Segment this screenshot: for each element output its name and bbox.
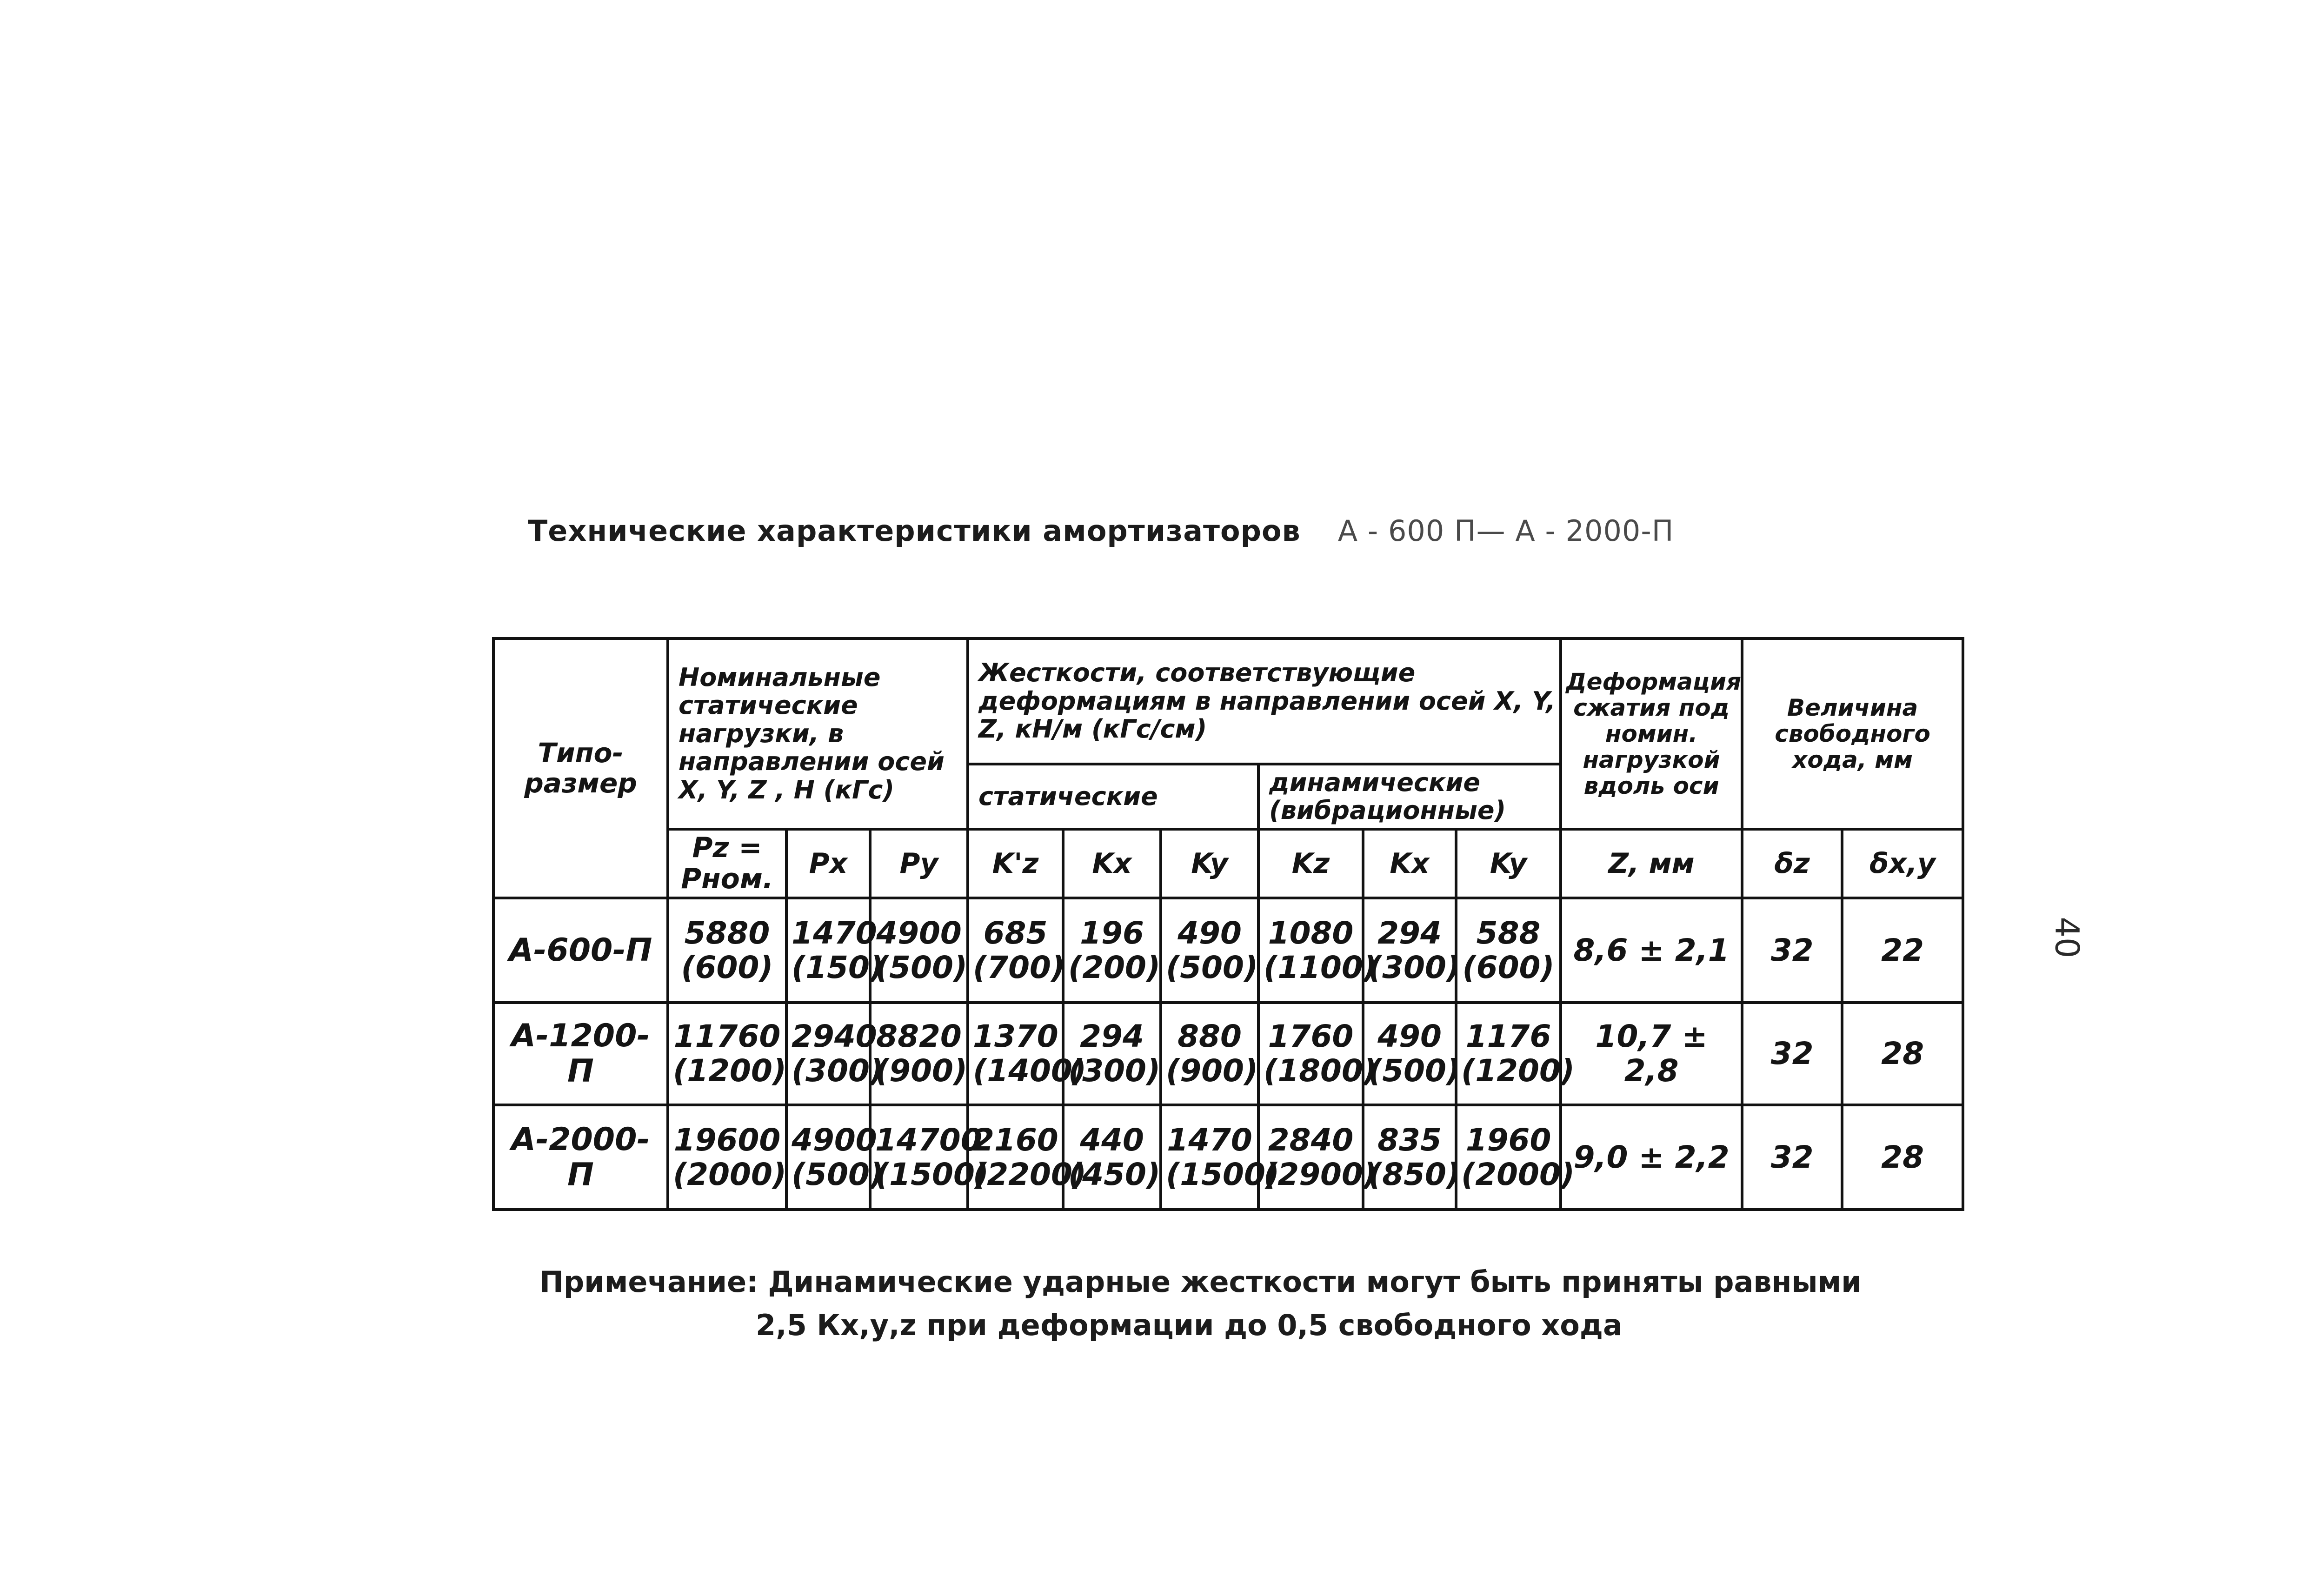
cell-py xyxy=(870,898,968,1003)
cell-ky-dynamic xyxy=(1456,1003,1561,1105)
value-kgf: ( 500 ) xyxy=(792,1157,865,1192)
title-text: Технические характеристики амортизаторов xyxy=(528,514,1301,548)
value-kgf: ( 300 ) xyxy=(1068,1054,1156,1088)
value: 1080 xyxy=(1268,915,1354,951)
value-kgf: ( 300 ) xyxy=(792,1054,865,1088)
value: 196 xyxy=(1080,915,1144,951)
value-kgf: ( 150 ) xyxy=(792,951,865,985)
value-kgf: ( 2200 ) xyxy=(973,1157,1058,1192)
cell-kx-static xyxy=(1063,898,1161,1003)
cell-kz-dynamic xyxy=(1258,898,1363,1003)
header-delta-z: δz xyxy=(1742,829,1842,898)
value-kgf: ( 600 ) xyxy=(1461,951,1556,985)
value-kgf: ( 1400 ) xyxy=(973,1054,1058,1088)
cell-ky-static xyxy=(1161,898,1258,1003)
value-kgf: ( 500 ) xyxy=(1368,1054,1451,1088)
value: 294 xyxy=(1377,915,1442,951)
cell-delta-z: 32 xyxy=(1742,1003,1842,1105)
cell-pz xyxy=(668,1003,786,1105)
value-kgf: ( 2000 ) xyxy=(1461,1157,1556,1192)
cell-model: А-1200-П xyxy=(493,1003,668,1105)
value-kgf: ( 1100 ) xyxy=(1264,951,1358,985)
header-kx-dynamic: Kx xyxy=(1363,829,1456,898)
cell-kz-static xyxy=(968,1003,1072,1105)
table-row xyxy=(493,1105,1963,1210)
cell-kz-dynamic xyxy=(1258,1003,1363,1105)
cell-model: А-2000-П xyxy=(493,1105,668,1210)
value-kgf: ( 900 ) xyxy=(1166,1054,1253,1088)
header-stiffness: Жесткости, соответствующие деформациям в направлении осей X, Y, Z, кН/м (кГс/см) xyxy=(968,638,1561,764)
value: 588 xyxy=(1476,915,1541,951)
value-kgf: ( 700 ) xyxy=(973,951,1058,985)
header-px: Px xyxy=(786,829,870,898)
value: 685 xyxy=(983,915,1048,951)
value: 440 xyxy=(1080,1122,1144,1158)
header-ky-static: Ky xyxy=(1161,829,1258,898)
value-kgf: ( 500 ) xyxy=(1166,951,1253,985)
value: 835 xyxy=(1377,1122,1442,1158)
value-kgf: ( 900 ) xyxy=(875,1054,963,1088)
cell-py xyxy=(870,1003,968,1105)
header-row-3 xyxy=(493,829,1963,898)
cell-kz-static xyxy=(968,1105,1072,1210)
value-kgf: ( 200 ) xyxy=(1068,951,1156,985)
note-line-2: 2,5 Кх,у,z при деформации до 0,5 свободного хода xyxy=(756,1308,1623,1342)
specs-table xyxy=(492,637,1964,1211)
header-deformation: Деформация сжатия под номин. нагрузкой вдоль оси xyxy=(1561,638,1742,829)
title-models: А - 600 П— А - 2000-П xyxy=(1337,514,1674,548)
cell-deformation: 10,7 ± 2,8 xyxy=(1561,1003,1742,1105)
table-note xyxy=(539,1260,1862,1347)
cell-model: А-600-П xyxy=(493,898,668,1003)
value: 2940 xyxy=(792,1018,877,1055)
value-kgf: ( 300 ) xyxy=(1368,951,1451,985)
value-kgf: ( 1200 ) xyxy=(1461,1054,1556,1088)
cell-px xyxy=(786,898,877,1003)
cell-delta-z: 32 xyxy=(1742,1105,1842,1210)
value: 19600 xyxy=(673,1122,781,1158)
value-kgf: ( 500 ) xyxy=(875,951,963,985)
header-delta-xy: δx,y xyxy=(1842,829,1963,898)
value: 1370 xyxy=(973,1018,1058,1055)
header-ky-dynamic: Ky xyxy=(1456,829,1561,898)
value: 1470 xyxy=(1167,1122,1252,1158)
value-kgf: ( 1200 ) xyxy=(673,1054,781,1088)
value: 294 xyxy=(1080,1018,1144,1055)
value: 5880 xyxy=(684,915,770,951)
cell-pz xyxy=(668,898,786,1003)
header-deformation-unit: Z, мм xyxy=(1561,829,1742,898)
cell-pz xyxy=(668,1105,786,1210)
value: 1760 xyxy=(1268,1018,1354,1055)
header-kz-dynamic: Kz xyxy=(1258,829,1363,898)
value: 490 xyxy=(1377,1018,1442,1055)
cell-deformation: 9,0 ± 2,2 xyxy=(1561,1105,1742,1210)
cell-kx-static xyxy=(1063,1105,1161,1210)
header-row-1 xyxy=(493,638,1963,764)
value: 2160 xyxy=(973,1122,1058,1158)
cell-kz-static xyxy=(968,898,1063,1003)
value-kgf: ( 1500 ) xyxy=(1166,1157,1253,1192)
value: 490 xyxy=(1177,915,1242,951)
value: 1470 xyxy=(792,915,877,951)
page-number: 40 xyxy=(2048,917,2086,958)
cell-delta-xy: 22 xyxy=(1842,898,1963,1003)
header-free-travel: Величина свободного хода, мм xyxy=(1742,638,1963,829)
value-kgf: ( 2000 ) xyxy=(673,1157,781,1192)
header-pz: Pz = Pном. xyxy=(668,829,786,898)
value: 4900 xyxy=(792,1122,877,1158)
cell-kx-dynamic xyxy=(1363,1105,1456,1210)
cell-kx-static xyxy=(1063,1003,1161,1105)
header-dynamic: динамические (вибрационные) xyxy=(1258,764,1561,829)
header-nominal-loads: Номинальные статические нагрузки, в направлении осей X, Y, Z , Н (кГс) xyxy=(668,638,968,829)
cell-delta-xy: 28 xyxy=(1842,1105,1963,1210)
value: 2840 xyxy=(1268,1122,1354,1158)
value: 4900 xyxy=(876,915,962,951)
value-kgf: ( 600 ) xyxy=(673,951,781,985)
cell-kx-dynamic xyxy=(1363,1003,1456,1105)
cell-kx-dynamic xyxy=(1363,898,1456,1003)
value-kgf: ( 850 ) xyxy=(1368,1157,1451,1192)
note-line-1: Примечание: Динамические ударные жесткости могут быть приняты равными xyxy=(539,1265,1862,1299)
value: 1176 xyxy=(1465,1018,1551,1055)
value: 880 xyxy=(1177,1018,1242,1055)
cell-delta-xy: 28 xyxy=(1842,1003,1963,1105)
table-row xyxy=(493,1003,1963,1105)
cell-ky-dynamic xyxy=(1456,1105,1561,1210)
cell-delta-z: 32 xyxy=(1742,898,1842,1003)
value: 8820 xyxy=(876,1018,962,1055)
header-kx-static: Kx xyxy=(1063,829,1161,898)
value-kgf: ( 2900 ) xyxy=(1264,1157,1358,1192)
cell-ky-static xyxy=(1161,1003,1258,1105)
value-kgf: ( 1800 ) xyxy=(1264,1054,1358,1088)
cell-ky-dynamic xyxy=(1456,898,1561,1003)
value: 11760 xyxy=(673,1018,781,1055)
cell-px xyxy=(786,1003,877,1105)
cell-deformation: 8,6 ± 2,1 xyxy=(1561,898,1742,1003)
table-row xyxy=(493,898,1963,1003)
value-kgf: ( 1500 ) xyxy=(875,1157,963,1192)
document-title xyxy=(528,514,1674,548)
value-kgf: ( 450 ) xyxy=(1068,1157,1156,1192)
value: 1960 xyxy=(1465,1122,1551,1158)
cell-py xyxy=(870,1105,982,1210)
header-size: Типо-размер xyxy=(493,638,668,898)
value: 14700 xyxy=(875,1122,982,1158)
cell-ky-static xyxy=(1161,1105,1265,1210)
header-py: Py xyxy=(870,829,968,898)
header-kz-static: K'z xyxy=(968,829,1063,898)
header-static: статические xyxy=(968,764,1258,829)
cell-px xyxy=(786,1105,877,1210)
cell-kz-dynamic xyxy=(1258,1105,1363,1210)
